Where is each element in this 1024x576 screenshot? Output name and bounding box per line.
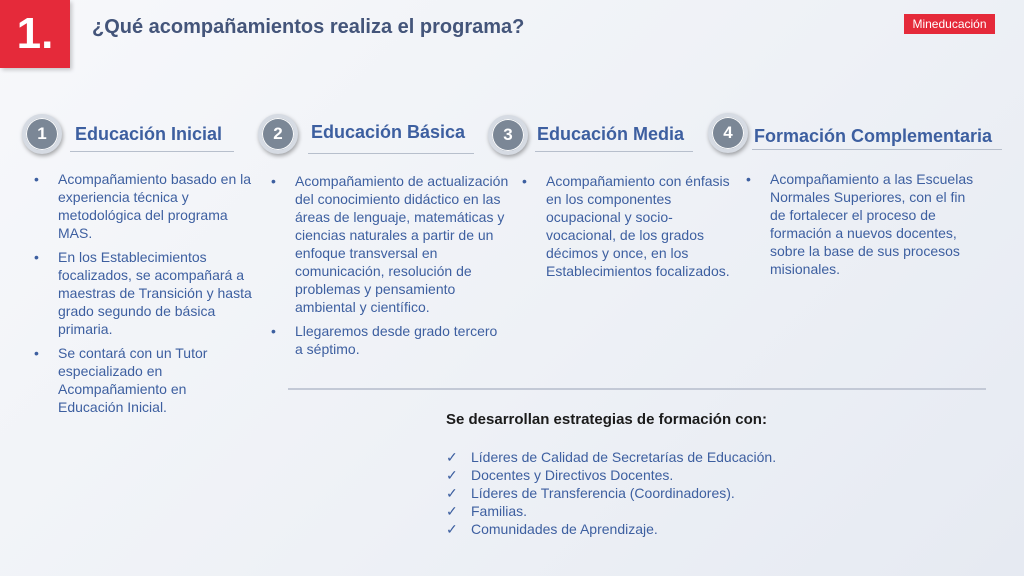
heading-underline <box>752 149 1002 150</box>
list-item: • Acompañamiento con énfasis en los componentes ocupacional y socio-vocacional, de los grados décimos y once, en los Establecimientos focalizados. <box>522 172 732 280</box>
slide-title: ¿Qué acompañamientos realiza el programa? <box>92 16 525 38</box>
step-number-2: 2 <box>258 114 298 154</box>
check-icon: ✓ <box>446 485 458 501</box>
section-divider <box>288 388 986 390</box>
bullets-educacion-media <box>522 172 732 286</box>
check-icon: ✓ <box>446 449 458 465</box>
heading-underline <box>308 153 474 154</box>
step-number-4: 4 <box>708 113 748 153</box>
list-item <box>446 484 776 502</box>
list-item <box>446 502 776 520</box>
list-item: • Acompañamiento de actualización del conocimiento didáctico en las áreas de lenguaje, matemáticas y ciencias naturales a partir de un enfoque transversal en comunicación, resolución de problemas y pensamiento ambiental y científico. <box>271 172 509 316</box>
list-item-label: Líderes de Transferencia (Coordinadores). <box>471 485 735 501</box>
list-item: • Se contará con un Tutor especializado en Acompañamiento en Educación Inicial. <box>34 344 252 416</box>
list-item-label: Líderes de Calidad de Secretarías de Educación. <box>471 449 777 465</box>
list-item-label: Familias. <box>471 503 528 519</box>
heading-underline <box>535 151 693 152</box>
bullets-educacion-basica <box>271 172 509 364</box>
list-item <box>446 520 776 538</box>
heading-formacion-complementaria: Formación Complementaria <box>754 126 993 146</box>
bullets-educacion-inicial <box>34 170 252 422</box>
heading-underline <box>70 151 234 152</box>
list-item-label: Comunidades de Aprendizaje. <box>471 521 658 537</box>
bullets-formacion-complementaria <box>746 170 980 284</box>
list-item-label: Docentes y Directivos Docentes. <box>471 467 674 483</box>
list-item: • Acompañamiento basado en la experiencia técnica y metodológica del programa MAS. <box>34 170 252 242</box>
check-icon: ✓ <box>446 521 458 537</box>
strategies-list <box>446 448 776 538</box>
heading-educacion-inicial: Educación Inicial <box>75 124 223 144</box>
list-item <box>446 448 776 466</box>
heading-educacion-basica: Educación Básica <box>311 122 466 142</box>
list-item: • Acompañamiento a las Escuelas Normales Superiores, con el fin de fortalecer el proceso de formación a nuevos docentes, sobre la base de sus procesos misionales. <box>746 170 980 278</box>
check-icon: ✓ <box>446 503 458 519</box>
check-icon: ✓ <box>446 467 458 483</box>
list-item: • En los Establecimientos focalizados, se acompañará a maestras de Transición y hasta grado segundo de básica primaria. <box>34 248 252 338</box>
step-number-3: 3 <box>488 115 528 155</box>
list-item <box>446 466 776 484</box>
strategies-heading: Se desarrollan estrategias de formación con: <box>446 411 767 428</box>
heading-educacion-media: Educación Media <box>537 124 685 144</box>
list-item: • Llegaremos desde grado tercero a séptimo. <box>271 322 509 358</box>
slide-number-box: 1. <box>0 0 70 68</box>
step-number-1: 1 <box>22 114 62 154</box>
brand-badge: Mineducación <box>904 14 995 34</box>
